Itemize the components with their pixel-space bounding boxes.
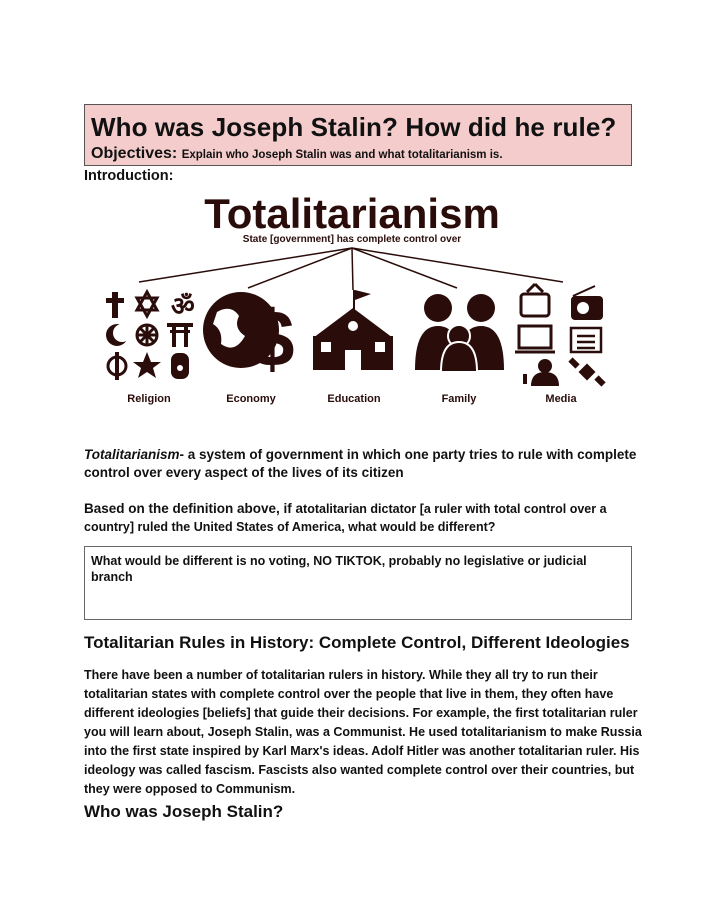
connector-lines <box>139 248 563 290</box>
label-family: Family <box>441 393 477 405</box>
tv-icon <box>521 284 549 316</box>
khanda-icon <box>108 352 126 380</box>
answer-text[interactable]: What would be different is no voting, NO TIKTOK, probably no legislative or judicial branch <box>91 554 587 584</box>
graphic-subtitle: State [government] has complete control over <box>242 234 462 245</box>
question-paragraph <box>84 500 644 536</box>
family-icon <box>415 294 504 372</box>
introduction-heading: Introduction: <box>84 168 174 184</box>
laptop-icon <box>515 326 555 352</box>
section-paragraph-ideologies: There have been a number of totalitarian rulers in history. While they all try to run their totalitarian states with complete control over the people that live in them, they often have different ideologies [beliefs] that guide their decisions. For example, the first totalitarian ruler you will learn about, Joseph Stalin, was a Communist. He used totalitarianism to make Russia into the first state inspired by Karl Marx's ideas. Adolf Hitler was another totalitarian ruler. His ideology was called fascism. Fascists also wanted complete control over their countries, but they were opposed to Communism. <box>84 668 642 796</box>
reporter-icon <box>523 359 559 386</box>
religion-icons <box>106 291 195 380</box>
section-heading-totalitarian-rules: Totalitarian Rules in History: Complete Control, Different Ideologies <box>84 633 630 652</box>
torii-icon <box>167 323 193 347</box>
cross-icon <box>106 292 124 318</box>
totalitarianism-graphic <box>95 190 610 415</box>
dharma-wheel-icon <box>137 325 157 345</box>
economy-icons <box>203 292 295 383</box>
dollar-icon: $ <box>250 294 295 383</box>
graphic-title: Totalitarianism <box>204 190 500 237</box>
page-title: Who was Joseph Stalin? How did he rule? <box>91 112 617 142</box>
star-of-david-icon <box>137 292 157 316</box>
question-rest: totalitarian dictator [a ruler with total control over a country] ruled the United States of America, what would be different? <box>84 502 607 534</box>
definition-term: Totalitarianism <box>84 447 180 462</box>
label-religion: Religion <box>127 393 171 405</box>
section-heading-who-was-stalin: Who was Joseph Stalin? <box>84 802 284 821</box>
objectives-line <box>91 145 503 163</box>
objectives-label: Objectives: <box>91 145 178 162</box>
category-labels <box>127 393 577 405</box>
definition-text: - a system of government in which one party tries to rule with complete control over every aspect of the lives of its citizen <box>84 447 637 480</box>
title-box <box>84 104 632 166</box>
om-icon: ॐ <box>171 291 195 321</box>
label-media: Media <box>545 393 577 405</box>
star-icon <box>133 352 161 378</box>
label-education: Education <box>327 393 381 405</box>
objectives-text: Explain who Joseph Stalin was and what totalitarianism is. <box>181 149 503 161</box>
media-icons <box>515 284 606 387</box>
satellite-icon <box>568 357 605 386</box>
radio-icon <box>571 286 603 320</box>
newspaper-icon <box>571 328 601 352</box>
question-lead: Based on the definition above, if a <box>84 501 304 516</box>
school-icon <box>313 290 393 370</box>
label-economy: Economy <box>226 393 276 405</box>
crescent-icon <box>106 324 131 346</box>
definition-paragraph <box>84 446 644 482</box>
hamsa-icon <box>171 353 189 379</box>
answer-box[interactable] <box>84 546 632 620</box>
